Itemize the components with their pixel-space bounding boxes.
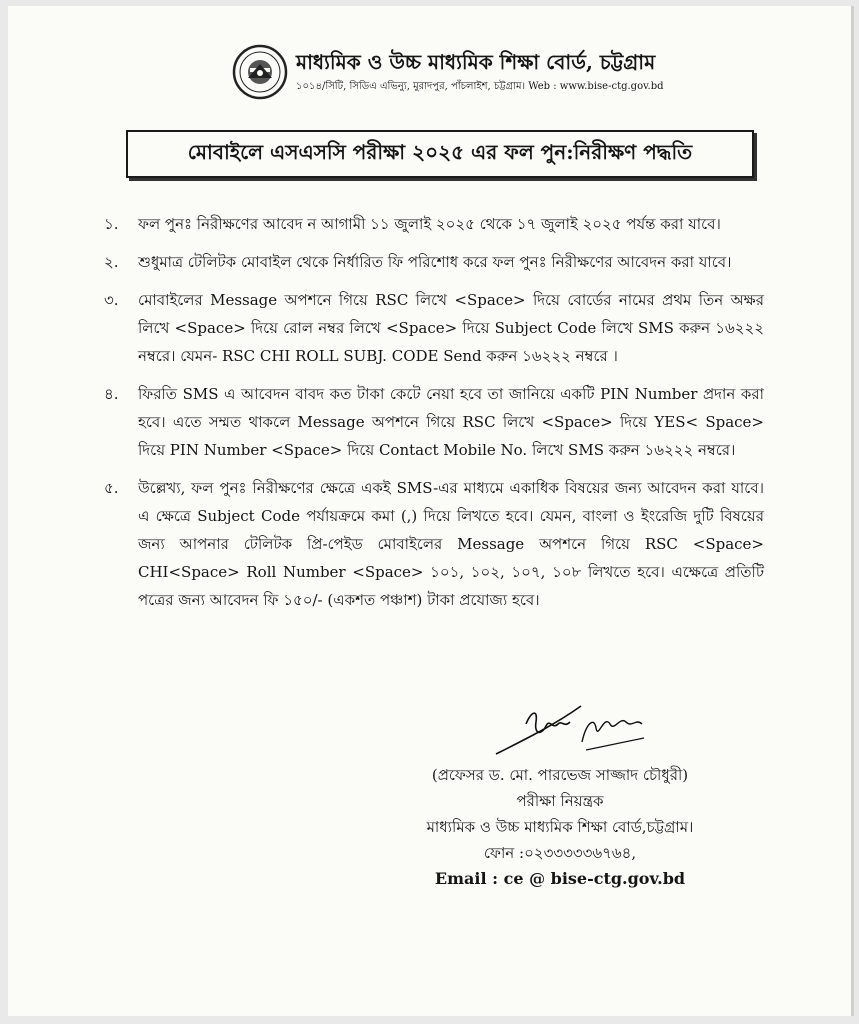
board-name: মাধ্যমিক ও উচ্চ মাধ্যমিক শিক্ষা বোর্ড, চট্টগ্রাম	[296, 50, 656, 74]
list-item	[104, 248, 764, 276]
notice-page	[8, 6, 854, 1016]
signatory-name: (প্রফেসর ড. মো. পারভেজ সাজ্জাদ চৌধুরী)	[431, 766, 689, 784]
list-item	[104, 210, 764, 238]
item-text: শুধুমাত্র টেলিটক মোবাইল থেকে নির্ধারিত ফি পরিশোধ করে ফল পুনঃ নিরীক্ষণের আবেদন করা যাবে।	[138, 253, 732, 271]
signatory-block	[380, 762, 740, 892]
signatory-office: মাধ্যমিক ও উচ্চ মাধ্যমিক শিক্ষা বোর্ড,চট্টগ্রাম।	[426, 818, 694, 836]
list-item	[104, 286, 764, 370]
item-number: ৪.	[104, 385, 119, 403]
item-number: ৩.	[104, 291, 119, 309]
signatory-designation: পরীক্ষা নিয়ন্ত্রক	[516, 792, 604, 810]
signatory-phone: ফোন :০২৩৩৩৩৩৬৭৬৪,	[483, 844, 637, 862]
item-number: ১.	[104, 215, 119, 233]
item-number: ২.	[104, 253, 119, 271]
signatory-email: Email : ce @ bise-ctg.gov.bd	[434, 869, 686, 888]
board-address: ১০১৪/সিটি, সিডিএ এভিন্যু, মুরাদপুর, পাঁচলাইশ, চট্টগ্রাম। Web : www.bise-ctg.gov.bd	[296, 81, 664, 92]
list-item	[104, 380, 764, 464]
item-text: ফল পুনঃ নিরীক্ষণের আবেদ ন আগামী ১১ জুলাই ২০২৫ থেকে ১৭ জুলাই ২০২৫ পর্যন্ত করা যাবে।	[138, 215, 721, 233]
list-item	[104, 474, 764, 614]
item-text: ফিরতি SMS এ আবেদন বাবদ কত টাকা কেটে নেয়া হবে তা জানিয়ে একটি PIN Number প্রদান করা হবে। এতে সম্মত থাকলে Message অপশনে গিয়ে RSC লিখে <Space> দিয়ে YES< Space> দিয়ে PIN Number <Space> দিয়ে Contact Mobile No. লিখে SMS করুন ১৬২২২ নম্বরে।	[138, 385, 764, 459]
notice-title: মোবাইলে এসএসসি পরীক্ষা ২০২৫ এর ফল পুন:নিরীক্ষণ পদ্ধতি	[126, 130, 754, 178]
instruction-list	[104, 210, 764, 624]
item-text: উল্লেখ্য, ফল পুনঃ নিরীক্ষণের ক্ষেত্রে একই SMS-এর মাধ্যমে একাধিক বিষয়ের জন্য আবেদন করা যাবে। এ ক্ষেত্রে Subject Code পর্যায়ক্রমে কমা (,) দিয়ে লিখতে হবে। যেমন, বাংলা ও ইংরেজি দুটি বিষয়ের জন্য আপনার টেলিটক প্রি-পেইড মোবাইলের Message অপশনে গিয়ে RSC <Space> CHI<Space> Roll Number <Space> ১০১, ১০২, ১০৭, ১০৮ লিখতে হবে। এক্ষেত্রে প্রতিটি পত্রের জন্য আবেদন ফি ১৫০/- (একশত পঞ্চাশ) টাকা প্রযোজ্য হবে।	[138, 479, 764, 609]
board-logo-icon	[232, 44, 288, 100]
item-number: ৫.	[104, 479, 119, 497]
item-text: মোবাইলের Message অপশনে গিয়ে RSC লিখে <Space> দিয়ে বোর্ডের নামের প্রথম তিন অক্ষর লিখে <Space> দিয়ে রোল নম্বর লিখে <Space> দিয়ে Subject Code লিখে SMS করুন ১৬২২২ নম্বরে। যেমন- RSC CHI ROLL SUBJ. CODE Send করুন ১৬২২২ নম্বরে ।	[138, 291, 764, 365]
